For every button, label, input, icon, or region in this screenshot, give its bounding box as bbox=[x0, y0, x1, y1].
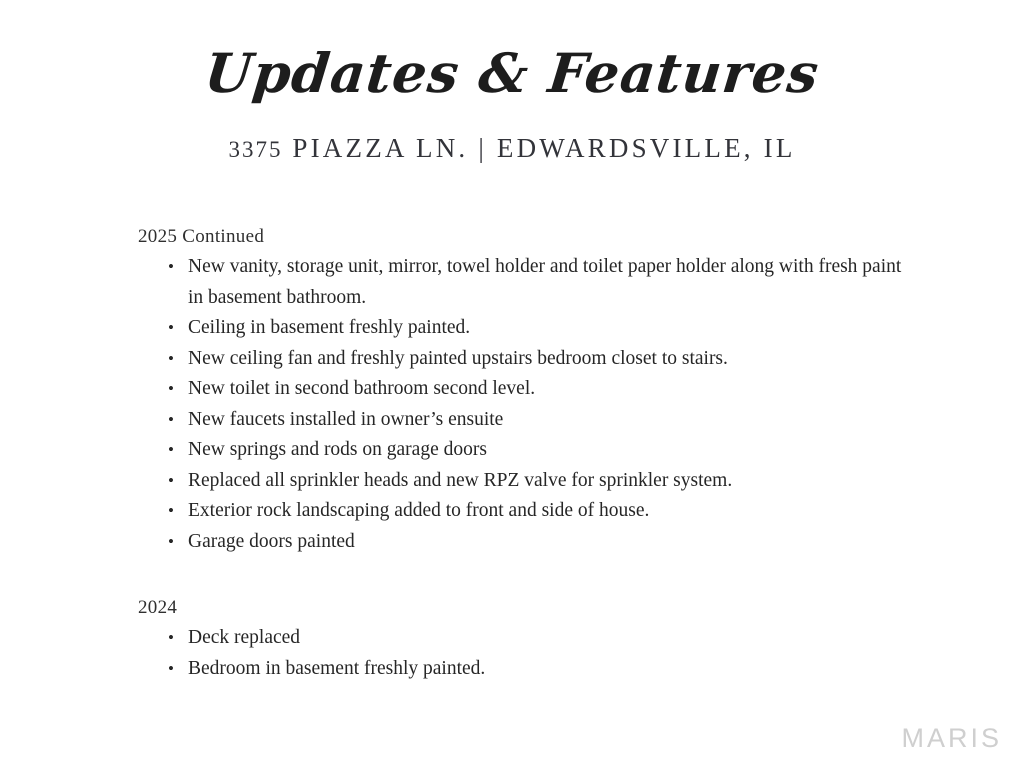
section-year-heading: 2025 Continued bbox=[138, 226, 265, 248]
section-2025 bbox=[138, 226, 914, 557]
maris-watermark: MARIS bbox=[901, 723, 1002, 753]
list-item: • Replaced all sprinkler heads and new RPZ valve for sprinkler system. bbox=[168, 466, 914, 497]
address-street-city: PIAZZA LN. | EDWARDSVILLE, IL bbox=[292, 133, 796, 164]
section-2024 bbox=[138, 597, 914, 684]
property-address bbox=[0, 133, 1024, 164]
list-item: • Ceiling in basement freshly painted. bbox=[168, 313, 914, 344]
address-number: 3375 bbox=[228, 137, 283, 163]
list-item: • New vanity, storage unit, mirror, towel holder and toilet paper holder along with fresh paint in basement bathroom. bbox=[168, 252, 914, 313]
list-item: • Exterior rock landscaping added to front and side of house. bbox=[168, 496, 914, 527]
document-header bbox=[0, 0, 1024, 164]
updates-list-2024 bbox=[138, 623, 914, 684]
list-item: • New toilet in second bathroom second level. bbox=[168, 374, 914, 405]
updates-content bbox=[0, 226, 1024, 684]
list-item: • New springs and rods on garage doors bbox=[168, 435, 914, 466]
list-item: • Bedroom in basement freshly painted. bbox=[168, 654, 914, 685]
page-title: Updates & Features bbox=[201, 41, 823, 105]
list-item: • Garage doors painted bbox=[168, 527, 914, 558]
section-year-heading: 2024 bbox=[138, 597, 178, 619]
list-item: • New ceiling fan and freshly painted upstairs bedroom closet to stairs. bbox=[168, 344, 914, 375]
list-item: • New faucets installed in owner’s ensuite bbox=[168, 405, 914, 436]
section-spacer bbox=[138, 557, 914, 597]
updates-list-2025 bbox=[138, 252, 914, 557]
list-item: • Deck replaced bbox=[168, 623, 914, 654]
